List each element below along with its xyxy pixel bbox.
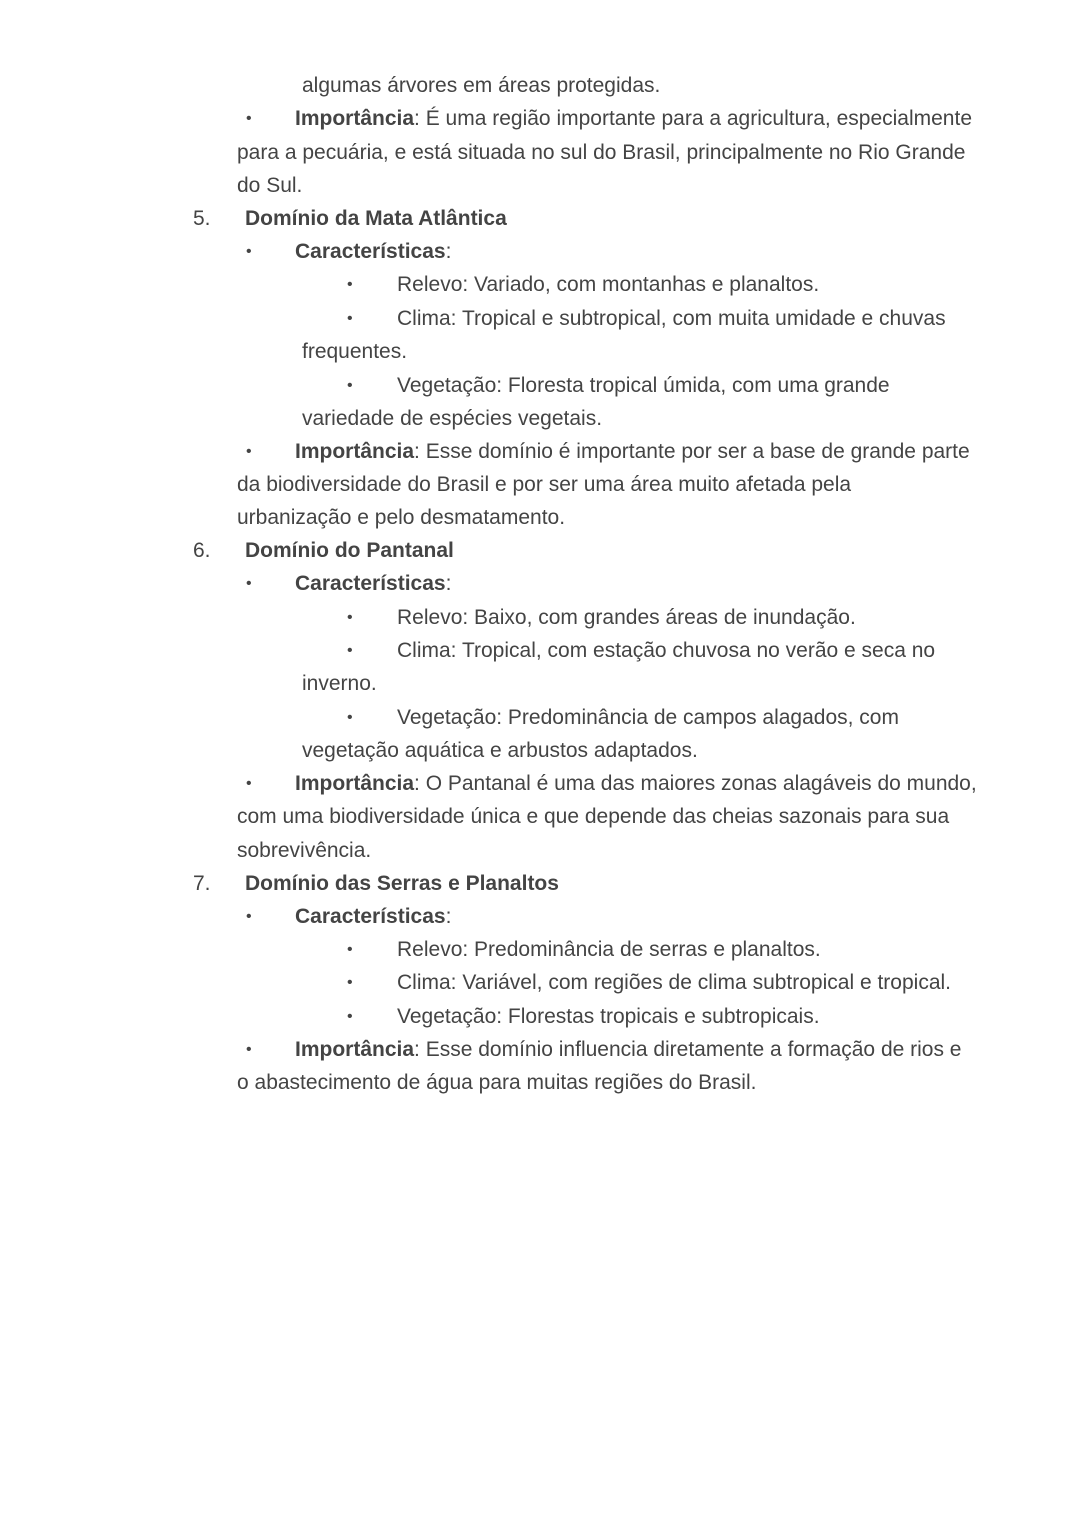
bullet-icon: • — [347, 974, 353, 991]
bullet-icon: • — [246, 243, 252, 260]
bullet-icon: • — [246, 110, 252, 127]
bullet-icon: • — [347, 310, 353, 327]
bullet-icon: • — [347, 377, 353, 394]
bullet-icon: • — [246, 775, 252, 792]
bullet-icon: • — [347, 709, 353, 726]
bullet-icon: • — [347, 1008, 353, 1025]
importance-label: Importância — [295, 107, 415, 130]
bullet-icon: • — [347, 609, 353, 626]
bullet-icon: • — [347, 276, 353, 293]
bullet-icon: • — [347, 941, 353, 958]
document-page: algumas árvores em áreas protegidas. • Importância: É uma região importante para a agricultura, especialmente para a pecuária, e está situada no sul do Brasil, principalmente no Rio Grande do Sul. 5. Domínio da Mata Atlântica • Características: • Relevo: Variado, com montanhas e planaltos. • Clima: Tropical e subtropical, com muita umidade e chuvas frequentes. • Vegetação: Floresta tropical úmida, com uma grande variedade de espécies vegetais. • Importância: Esse domínio é importante por ser a base de grande parte da biodiversidade do Brasil e por ser uma área muito afetada pela urbanização e pelo desmatamento. 6. Domínio do Pantanal • Características: • Relevo: Baixo, com grandes áreas de inundação. • Clima: Tropical, com estação chuvosa no verão e seca no inverno. • Vegetação: Predominância de campos alagados, com vegetação aquática e arbustos adaptados. • Importância: O Pantanal é uma das maiores zonas alagáveis do mundo, com uma biodiversidade única e que depende das cheias sazonais para sua sobrevivência. 7. Domínio das Serras e Planaltos • Características: • Relevo: Predominância de serras e planaltos. • Clima: Variável, com regiões de clima subtropical e tropical. • Vegetação: Florestas tropicais e subtropicais. • Importância: Esse domínio influencia diretamente a formação de rios e o abastecimento de água para muitas regiões do Brasil. — [193, 74, 977, 1094]
bullet-icon: • — [246, 443, 252, 460]
bullet-icon: • — [347, 642, 353, 659]
bullet-icon: • — [246, 575, 252, 592]
bullet-icon: • — [246, 908, 252, 925]
bullet-icon: • — [246, 1041, 252, 1058]
